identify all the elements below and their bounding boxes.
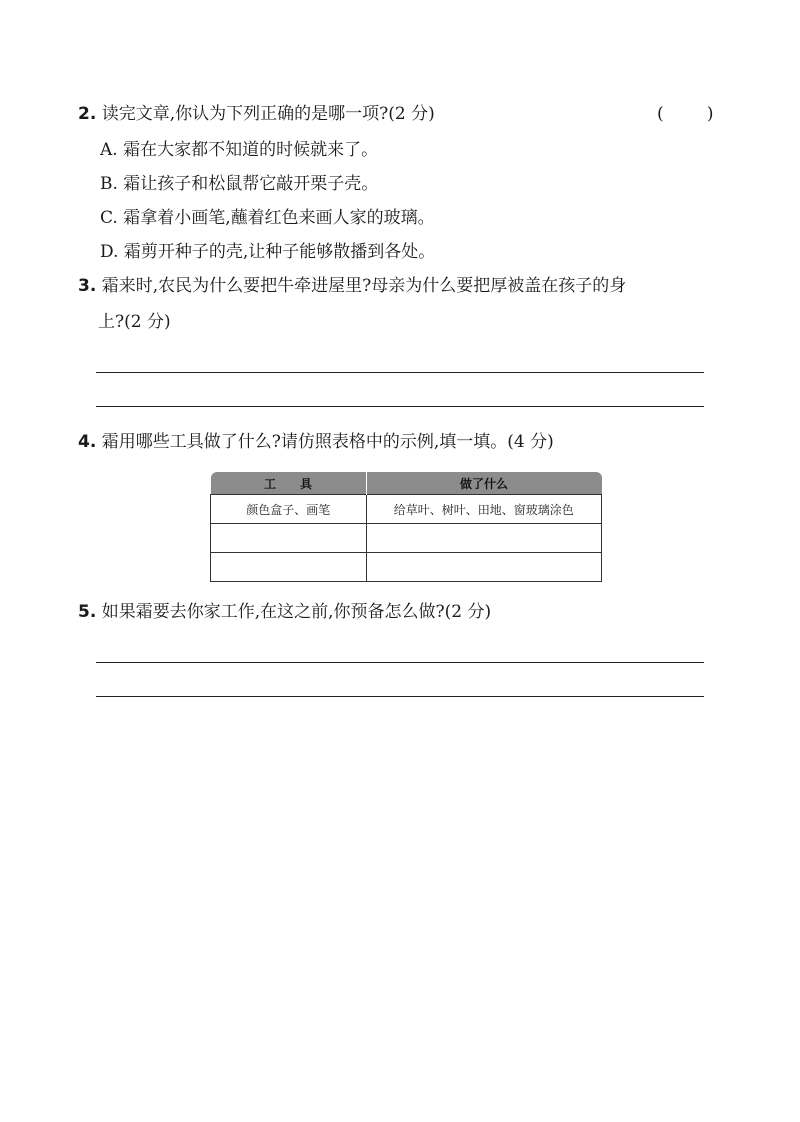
question-5-text: 如果霜要去你家工作,在这之前,你预备怎么做?(2 分) xyxy=(101,602,492,622)
answer-line[interactable] xyxy=(96,696,704,697)
option-d: D. 霜剪开种子的壳,让种子能够散播到各处。 xyxy=(100,242,436,262)
question-4-number: 4. xyxy=(78,432,97,452)
question-2 xyxy=(78,102,435,126)
table-row xyxy=(211,495,602,524)
table-cell-tool: 颜色盒子、画笔 xyxy=(211,495,367,524)
table-cell-action-blank[interactable] xyxy=(366,524,601,553)
table-cell-tool-blank[interactable] xyxy=(211,553,367,582)
question-2-text: 读完文章,你认为下列正确的是哪一项?(2 分) xyxy=(101,104,435,124)
answer-line[interactable] xyxy=(96,406,704,407)
question-3 xyxy=(78,274,626,298)
option-c: C. 霜拿着小画笔,蘸着红色来画人家的玻璃。 xyxy=(100,208,435,228)
header-what-done: 做了什么 xyxy=(366,472,601,495)
question-5-number: 5. xyxy=(78,602,97,622)
question-4 xyxy=(78,430,554,454)
question-3-text-line1: 霜来时,农民为什么要把牛牵进屋里?母亲为什么要把厚被盖在孩子的身 xyxy=(101,276,627,296)
question-2-number: 2. xyxy=(78,104,97,124)
header-tools: 工 具 xyxy=(211,472,367,495)
table-row xyxy=(211,524,602,553)
question-3-text-line2: 上?(2 分) xyxy=(98,312,171,332)
table-cell-action: 给草叶、树叶、田地、窗玻璃涂色 xyxy=(366,495,601,524)
question-5 xyxy=(78,600,491,624)
answer-line[interactable] xyxy=(96,662,704,663)
question-4-text: 霜用哪些工具做了什么?请仿照表格中的示例,填一填。(4 分) xyxy=(101,432,554,452)
question-3-number: 3. xyxy=(78,276,97,296)
table-cell-action-blank[interactable] xyxy=(366,553,601,582)
option-b: B. 霜让孩子和松鼠帮它敲开栗子壳。 xyxy=(100,174,379,194)
answer-line[interactable] xyxy=(96,372,704,373)
table-cell-tool-blank[interactable] xyxy=(211,524,367,553)
table-header-row xyxy=(211,472,602,495)
answer-parentheses[interactable]: ( ) xyxy=(657,104,714,124)
tools-table xyxy=(210,472,602,582)
option-a: A. 霜在大家都不知道的时候就来了。 xyxy=(100,140,379,160)
table-row xyxy=(211,553,602,582)
